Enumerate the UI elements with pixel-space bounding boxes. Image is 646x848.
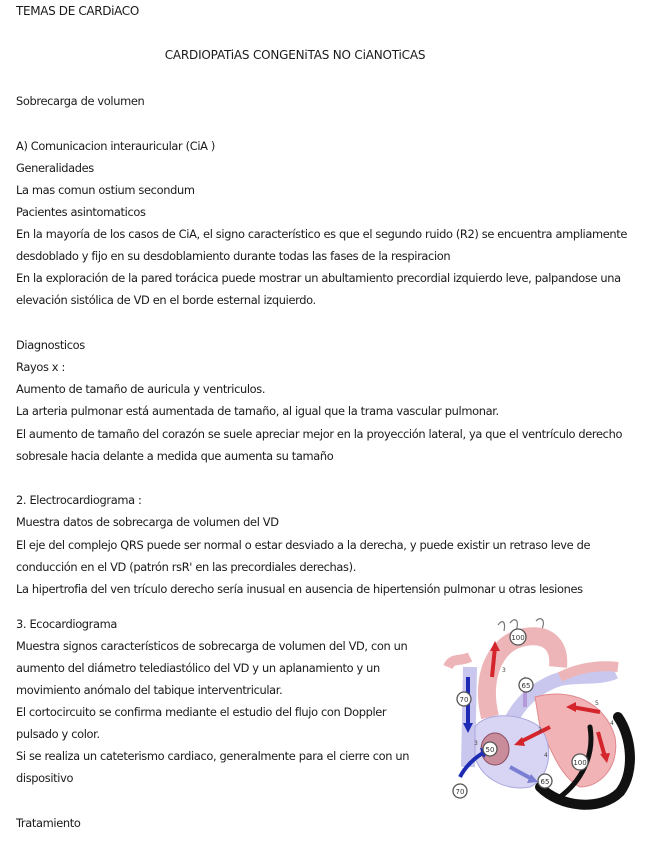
paragraph-line: conducción en el VD (patrón rsR' en las precordiales derechas). (16, 560, 356, 574)
pressure-label (510, 629, 526, 645)
paragraph-line: Muestra signos característicos de sobrecarga de volumen del VD, con un (16, 639, 408, 653)
paragraph-line: aumento del diámetro telediastólico del VD y un aplanamiento y un (16, 661, 380, 675)
paragraph-line: movimiento anómalo del tabique interventricular. (16, 683, 283, 697)
document-subtitle: CARDIOPATiAS CONGENiTAS NO CiANOTiCAS (164, 48, 426, 62)
paragraph-line: La mas comun ostium secondum (16, 183, 195, 197)
paragraph-line: La hipertrofia del ven trículo derecho sería inusual en ausencia de hipertensión pulmonar u otras lesiones (16, 582, 583, 596)
step-label: 3 (538, 727, 542, 734)
vessel-outline (498, 622, 505, 631)
pressure-label (538, 774, 552, 788)
svg-text:65: 65 (521, 682, 531, 690)
paragraph-line: Muestra datos de sobrecarga de volumen del VD (16, 515, 279, 529)
section-heading-ecg: 2. Electrocardiograma : (16, 493, 142, 507)
svg-text:100: 100 (511, 634, 525, 642)
paragraph-line: El cortocircuito se confirma mediante el estudio del flujo con Doppler (16, 705, 387, 719)
step-label: 3 (474, 740, 478, 747)
pressure-label (457, 692, 471, 706)
step-label: 4 (544, 752, 548, 759)
paragraph-line: Si se realiza un cateterismo cardiaco, generalmente para el cierre con un (16, 749, 410, 763)
step-label: 4 (610, 720, 614, 727)
svg-text:65: 65 (540, 778, 550, 786)
paragraph-line: desdoblado y fijo en su desdoblamiento durante todas las fases de la respiracion (16, 249, 451, 263)
paragraph-line: sobresale hacia delante a medida que aumenta su tamaño (16, 449, 334, 463)
svg-text:70: 70 (455, 788, 465, 796)
pressure-label (572, 754, 588, 770)
section-heading-tratamiento: Tratamiento (16, 816, 81, 830)
pressure-label (453, 784, 467, 798)
pressure-label (519, 678, 533, 692)
paragraph-line: Aumento de tamaño de auricula y ventriculos. (16, 382, 266, 396)
step-label: 3 (502, 667, 506, 674)
paragraph-line: Generalidades (16, 161, 94, 175)
section-heading-diagnosticos: Diagnosticos (16, 338, 85, 352)
paragraph-line: El aumento de tamaño del corazón se suele apreciar mejor en la proyección lateral, ya que el ventrículo derecho (16, 427, 623, 441)
paragraph-line: pulsado y color. (16, 727, 100, 741)
step-label: 5 (595, 700, 599, 707)
pulmonary-vein (448, 657, 470, 667)
pressure-label (483, 742, 497, 756)
section-heading-eco: 3. Ecocardiograma (16, 617, 118, 631)
paragraph-line: En la mayoría de los casos de CiA, el signo característico es que el segundo ruido (R2) se encuentra ampliamente (16, 227, 628, 241)
paragraph-line: dispositivo (16, 771, 74, 785)
svg-text:50: 50 (485, 746, 495, 754)
section-heading-volume-overload: Sobrecarga de volumen (16, 94, 145, 108)
paragraph-line: La arteria pulmonar está aumentada de tamaño, al igual que la trama vascular pulmonar. (16, 404, 499, 418)
paragraph-line: elevación sistólica de VD en el borde esternal izquierdo. (16, 293, 316, 307)
paragraph-line: En la exploración de la pared torácica puede mostrar un abultamiento precordial izquierdo leve, palpandose una (16, 271, 621, 285)
paragraph-line: El eje del complejo QRS puede ser normal o estar desviado a la derecha, y puede existir un retraso leve de (16, 538, 591, 552)
document-title: TEMAS DE CARDiACO (16, 4, 139, 18)
svg-text:70: 70 (459, 696, 469, 704)
section-heading-cia: A) Comunicacion interauricular (CiA ) (16, 139, 215, 153)
heart-asd-diagram (440, 617, 635, 817)
paragraph-line: Rayos x : (16, 360, 65, 374)
paragraph-line: Pacientes asintomaticos (16, 205, 146, 219)
svg-text:100: 100 (573, 759, 587, 767)
